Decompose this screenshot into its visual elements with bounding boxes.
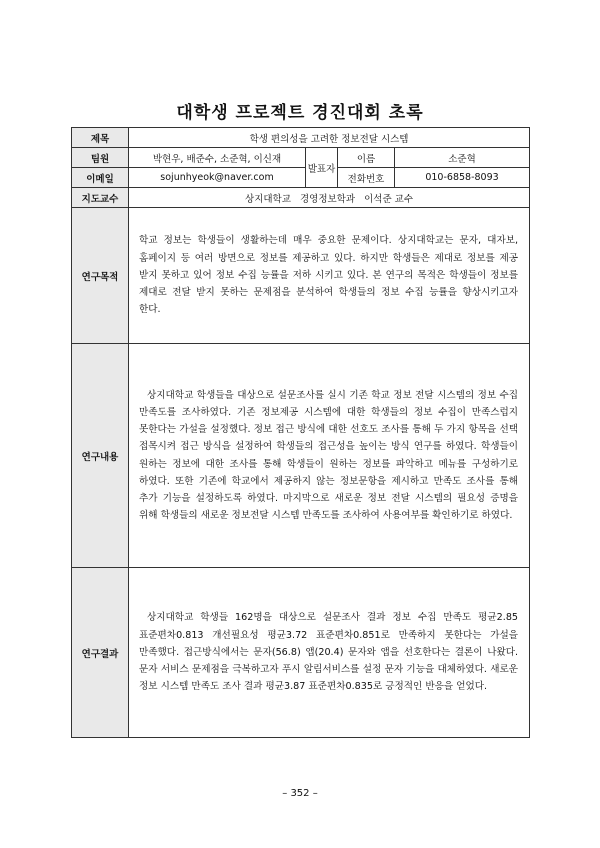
content-section — [72, 344, 530, 568]
team-label: 팀원 — [72, 148, 129, 168]
topic-label: 제목 — [72, 128, 129, 148]
result-text: 상지대학교 학생들 162명을 대상으로 설문조사 결과 정보 수집 만족도 평균2.85 표준편차0.813 개선필요성 평균3.72 표준편차0.851로 만족하지 못한다는 가설을 만족했다. 접근방식에서는 문자(56.8) 앱(20.4) 문자와 앱을 선호한다는 결론이 나왔다. 문자 서비스 문제점을 극복하고자 푸시 알림서비스를 설정 문자 기능을 대체하였다. 새로운 정보 시스템 만족도 조사 결과 평균3.87 표준편차0.835로 긍정적인 반응을 얻었다. — [139, 612, 519, 693]
content-label: 연구내용 — [72, 344, 129, 568]
result-label: 연구결과 — [72, 568, 129, 738]
presenter-phone-label: 전화번호 — [338, 168, 395, 188]
presenter-name: 소준혁 — [395, 148, 530, 168]
email-label: 이메일 — [72, 168, 129, 188]
topic-row — [72, 128, 530, 148]
purpose-label: 연구목적 — [72, 208, 129, 344]
abstract-form-table — [71, 127, 530, 738]
result-section — [72, 568, 530, 738]
team-row — [72, 148, 530, 168]
presenter-label: 발표자 — [306, 148, 338, 188]
page-title: 대학생 프로젝트 경진대회 초록 — [176, 103, 424, 123]
advisor-value: 상지대학교 경영정보학과 이석준 교수 — [129, 188, 530, 208]
purpose-section — [72, 208, 530, 344]
purpose-cell — [129, 208, 530, 344]
result-cell — [129, 568, 530, 738]
page-number: – 352 – — [282, 788, 318, 799]
advisor-label: 지도교수 — [72, 188, 129, 208]
advisor-row — [72, 188, 530, 208]
content-text: 상지대학교 학생들을 대상으로 설문조사를 실시 기존 학교 정보 전달 시스템의 정보 수집 만족도를 조사하였다. 기존 정보제공 시스템에 대한 학생들의 정보 수집이 만족스럽지 못한다는 가설을 설정했다. 정보 접근 방식에 대한 선호도 조사를 통해 두 가지 항목을 선택 접목시켜 접근 방식을 설정하여 학생들의 접근성을 높이는 방식 연구를 하였다. 학생들이 원하는 정보에 대한 조사를 통해 학생들이 원하는 정보를 파악하고 메뉴를 구성하기로 하였다. 또한 기존에 학교에서 제공하지 않는 정보문항을 제시하고 만족도 조사를 통해 추가 기능을 설정하도록 하였다. 마지막으로 새로운 정보 전달 시스템의 필요성 증명을 위해 학생들의 새로운 정보전달 시스템 만족도를 조사하여 사용여부를 확인하기로 하였다. — [139, 389, 519, 522]
email-value: sojunhyeok@naver.com — [129, 168, 306, 188]
presenter-phone: 010-6858-8093 — [395, 168, 530, 188]
topic-value: 학생 편의성을 고려한 정보전달 시스템 — [129, 128, 530, 148]
purpose-text: 학교 정보는 학생들이 생활하는데 매우 중요한 문제이다. 상지대학교는 문자, 대자보, 홈페이지 등 여러 방면으로 정보를 제공하고 있다. 하지만 학생들은 제대로 정보를 제공 받지 못하고 있어 정보 수집 능률을 저하 시키고 있다. 본 연구의 목적은 학생들이 정보를 제대로 전달 받지 못하는 문제점을 분석하여 학생들의 정보 수집 능률을 향상시키고자 한다. — [139, 235, 519, 316]
content-cell — [129, 344, 530, 568]
email-row — [72, 168, 530, 188]
presenter-name-label: 이름 — [338, 148, 395, 168]
team-value: 박현우, 배준수, 소준혁, 이신재 — [129, 148, 306, 168]
